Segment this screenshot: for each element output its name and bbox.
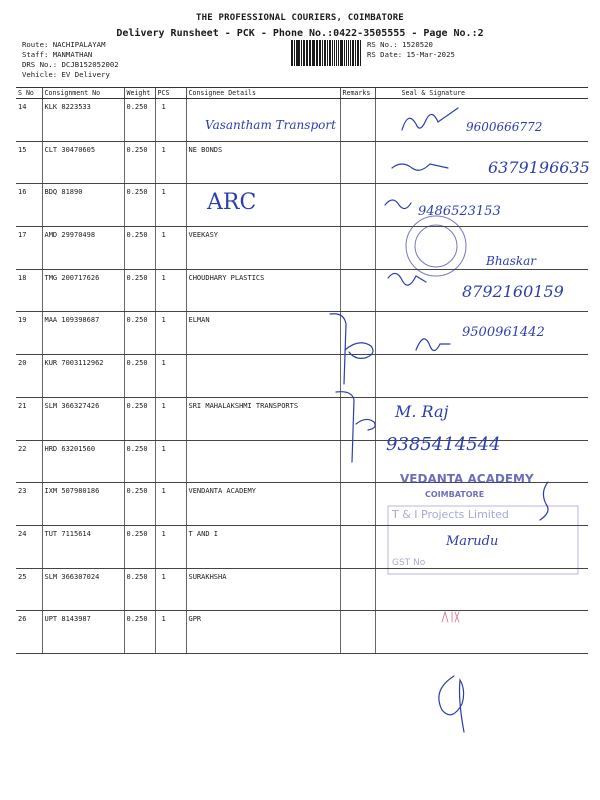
barcode-bar xyxy=(334,40,335,66)
cell-weight: 0.250 xyxy=(124,525,155,568)
cell-consignee: VEEKASY xyxy=(186,227,340,270)
barcode-bar xyxy=(357,40,360,66)
table-row xyxy=(16,611,588,654)
handwritten-name-25: Marudu xyxy=(446,534,499,549)
barcode-bar xyxy=(346,40,347,66)
barcode-bar xyxy=(336,40,338,66)
cell-pcs: 1 xyxy=(155,397,186,440)
cell-pcs: 1 xyxy=(155,440,186,483)
cell-pcs: 1 xyxy=(155,141,186,184)
barcode-bar xyxy=(322,40,323,66)
cell-consignee xyxy=(186,355,340,398)
barcode-bar xyxy=(340,40,343,66)
cell-remarks xyxy=(340,483,375,526)
cell-consignee: GPR xyxy=(186,611,340,654)
stamp-tandi-gst: GST No xyxy=(392,558,426,568)
cell-weight: 0.250 xyxy=(124,227,155,270)
col-pcs: PCS xyxy=(155,88,186,99)
barcode-bar xyxy=(344,40,345,66)
cell-pcs: 1 xyxy=(155,525,186,568)
table-row xyxy=(16,355,588,398)
cell-pcs: 1 xyxy=(155,312,186,355)
cell-remarks xyxy=(340,269,375,312)
cell-sno: 25 xyxy=(16,568,42,611)
barcode-bar xyxy=(332,40,333,66)
cell-consignment-no: KLK 8223533 xyxy=(42,99,124,142)
barcode-bar xyxy=(309,40,311,66)
cell-remarks xyxy=(340,141,375,184)
cell-weight: 0.250 xyxy=(124,99,155,142)
col-sno: S No xyxy=(16,88,42,99)
cell-weight: 0.250 xyxy=(124,141,155,184)
cell-pcs: 1 xyxy=(155,184,186,227)
page-mark-9 xyxy=(439,676,464,732)
cell-remarks xyxy=(340,355,375,398)
cell-pcs: 1 xyxy=(155,99,186,142)
cell-pcs: 1 xyxy=(155,355,186,398)
table-row xyxy=(16,568,588,611)
cell-remarks xyxy=(340,99,375,142)
cell-pcs: 1 xyxy=(155,227,186,270)
cell-sno: 24 xyxy=(16,525,42,568)
cell-weight: 0.250 xyxy=(124,269,155,312)
cell-remarks xyxy=(340,611,375,654)
cell-weight: 0.250 xyxy=(124,312,155,355)
barcode-bar xyxy=(329,40,331,66)
cell-weight: 0.250 xyxy=(124,440,155,483)
cell-pcs: 1 xyxy=(155,269,186,312)
col-consignee: Consignee Details xyxy=(186,88,340,99)
barcode-bar xyxy=(291,40,293,66)
cell-sno: 15 xyxy=(16,141,42,184)
barcode-bar xyxy=(294,40,295,66)
table-row xyxy=(16,525,588,568)
handwritten-phone-16: 9486523153 xyxy=(418,204,501,219)
staff-label: Staff: MANMATHAN xyxy=(22,50,93,59)
handwritten-phone-18: 8792160159 xyxy=(462,282,564,301)
handwritten-name-21: M. Raj xyxy=(395,402,449,421)
barcode-bar xyxy=(348,40,350,66)
cell-consignment-no: BDQ 81890 xyxy=(42,184,124,227)
barcode-bar xyxy=(355,40,356,66)
cell-consignee: CHOUDHARY PLASTICS xyxy=(186,269,340,312)
cell-consignment-no: TMG 200717626 xyxy=(42,269,124,312)
cell-consignment-no: SLM 366307024 xyxy=(42,568,124,611)
col-consignment-no: Consignment No xyxy=(42,88,124,99)
cell-weight: 0.250 xyxy=(124,483,155,526)
cell-weight: 0.250 xyxy=(124,568,155,611)
cell-sno: 14 xyxy=(16,99,42,142)
cell-consignee: ELMAN xyxy=(186,312,340,355)
drs-no-label: DRS No.: DCJB152052002 xyxy=(22,60,119,69)
barcode-bar xyxy=(360,40,361,66)
cell-remarks xyxy=(340,568,375,611)
cell-consignee: NE BONDS xyxy=(186,141,340,184)
cell-seal-signature xyxy=(375,611,588,654)
barcode-bar xyxy=(319,40,321,66)
cell-consignment-no: MAA 109398687 xyxy=(42,312,124,355)
cell-remarks xyxy=(340,440,375,483)
cell-seal-signature xyxy=(375,355,588,398)
cell-sno: 21 xyxy=(16,397,42,440)
barcode-bar xyxy=(307,40,308,66)
cell-remarks xyxy=(340,312,375,355)
cell-consignment-no: UPT 8143987 xyxy=(42,611,124,654)
handwritten-phone-22: 9385414544 xyxy=(386,434,501,455)
col-weight: Weight xyxy=(124,88,155,99)
barcode-bar xyxy=(324,40,327,66)
cell-pcs: 1 xyxy=(155,568,186,611)
stamp-tandi-title: T & I Projects Limited xyxy=(392,508,509,521)
cell-sno: 19 xyxy=(16,312,42,355)
barcode-bar xyxy=(303,40,305,66)
barcode-bar xyxy=(306,40,307,66)
rs-date-label: RS Date: 15-Mar-2025 xyxy=(367,50,455,59)
barcode-bar xyxy=(297,40,300,66)
barcode-bar xyxy=(301,40,302,66)
cell-consignment-no: HRD 63201560 xyxy=(42,440,124,483)
handwritten-phone-15: 6379196635 xyxy=(488,158,590,177)
cell-weight: 0.250 xyxy=(124,611,155,654)
handwritten-name-18: Bhaskar xyxy=(486,254,537,268)
cell-sno: 23 xyxy=(16,483,42,526)
barcode-bar xyxy=(312,40,315,66)
stamp-vedanta-title: VEDANTA ACADEMY xyxy=(400,472,534,486)
cell-consignee: SRI MAHALAKSHMI TRANSPORTS xyxy=(186,397,340,440)
cell-sno: 26 xyxy=(16,611,42,654)
table-header-row xyxy=(16,88,588,99)
cell-weight: 0.250 xyxy=(124,184,155,227)
company-name: THE PROFESSIONAL COURIERS, COIMBATORE xyxy=(196,13,404,23)
handwritten-consignee-16: ARC xyxy=(207,190,257,215)
cell-seal-signature xyxy=(375,568,588,611)
cell-consignment-no: IXM 507980186 xyxy=(42,483,124,526)
cell-sno: 22 xyxy=(16,440,42,483)
barcode-bar xyxy=(327,40,328,66)
handwritten-phone-14: 9600666772 xyxy=(466,120,543,134)
cell-consignee: VENDANTA ACADEMY xyxy=(186,483,340,526)
col-seal-signature: Seal & Signature xyxy=(375,88,588,99)
table-row xyxy=(16,184,588,227)
col-remarks: Remarks xyxy=(340,88,375,99)
handwritten-consignee-14: Vasantham Transport xyxy=(205,118,336,132)
cell-consignee: T AND I xyxy=(186,525,340,568)
meta-right xyxy=(367,40,455,60)
cell-consignment-no: SLM 366327426 xyxy=(42,397,124,440)
barcode-bar xyxy=(350,40,351,66)
runsheet-title: Delivery Runsheet - PCK - Phone No.:0422-3505555 - Page No.:2 xyxy=(116,28,484,39)
cell-sno: 17 xyxy=(16,227,42,270)
cell-remarks xyxy=(340,227,375,270)
rs-no-label: RS No.: 1520520 xyxy=(367,40,433,49)
cell-weight: 0.250 xyxy=(124,397,155,440)
cell-consignment-no: AMD 29970498 xyxy=(42,227,124,270)
cell-remarks xyxy=(340,397,375,440)
cell-sno: 18 xyxy=(16,269,42,312)
cell-consignment-no: TUT 7115614 xyxy=(42,525,124,568)
cell-sno: 16 xyxy=(16,184,42,227)
handwritten-phone-20: 9500961442 xyxy=(462,325,545,340)
cell-consignee: SURAKHSHA xyxy=(186,568,340,611)
stamp-vedanta-city: COIMBATORE xyxy=(425,490,485,499)
barcode-bar xyxy=(317,40,318,66)
cell-consignment-no: KUR 7003112962 xyxy=(42,355,124,398)
cell-remarks xyxy=(340,525,375,568)
barcode-bar xyxy=(316,40,317,66)
barcode-bar xyxy=(338,40,339,66)
route-label: Route: NACHIPALAYAM xyxy=(22,40,106,49)
cell-consignment-no: CLT 30470605 xyxy=(42,141,124,184)
cell-weight: 0.250 xyxy=(124,355,155,398)
meta-left xyxy=(22,40,119,80)
cell-sno: 20 xyxy=(16,355,42,398)
cell-pcs: 1 xyxy=(155,611,186,654)
cell-remarks xyxy=(340,184,375,227)
cell-pcs: 1 xyxy=(155,483,186,526)
cell-consignee xyxy=(186,440,340,483)
table-row xyxy=(16,397,588,440)
barcode xyxy=(291,40,361,66)
vehicle-label: Vehicle: EV Delivery xyxy=(22,70,110,79)
barcode-bar xyxy=(352,40,354,66)
barcode-bar xyxy=(296,40,297,66)
cell-seal-signature xyxy=(375,227,588,270)
